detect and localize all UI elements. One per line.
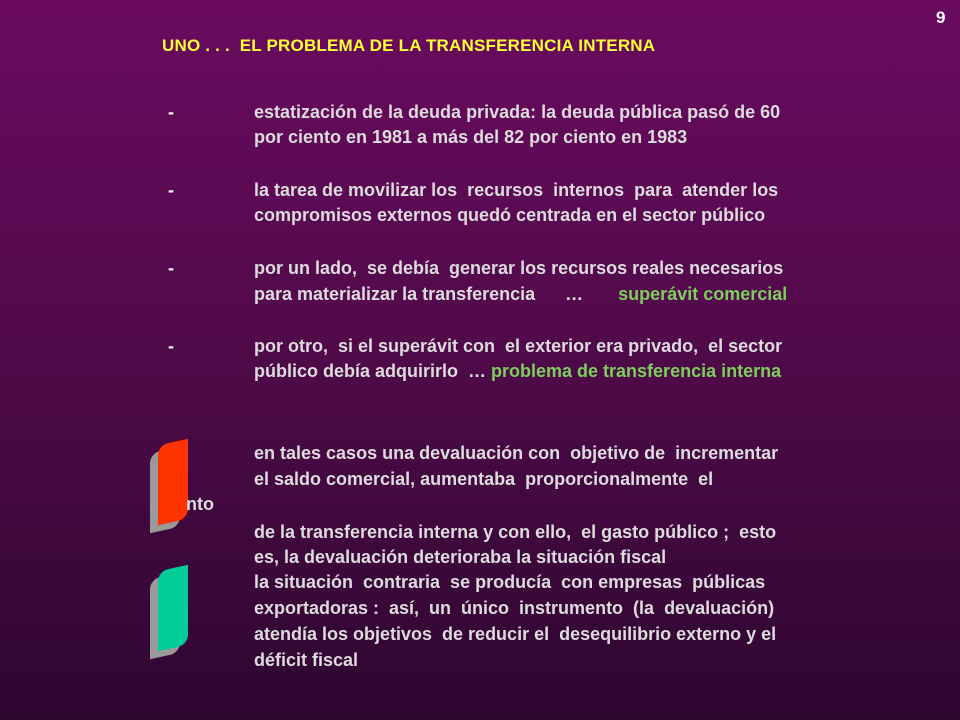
bullet-dash: - xyxy=(168,258,174,278)
bullet-3-line-1: por un lado, se debía generar los recursos reales necesarios xyxy=(254,258,784,278)
transferencia-interna-highlight: problema de transferencia interna xyxy=(491,361,782,381)
bullet-1-line-1: estatización de la deuda privada: la deuda pública pasó de 60 xyxy=(254,102,781,122)
green-block-line-1: la situación contraria se producía con empresas públicas xyxy=(254,572,766,592)
red-marker-icon xyxy=(158,439,188,525)
bullet-1-line-2: por ciento en 1981 a más del 82 por ciento en 1983 xyxy=(254,127,688,147)
bullet-4-line-2 xyxy=(254,359,781,383)
bullet-4-line-1: por otro, si el superávit con el exterior era privado, el sector xyxy=(254,336,783,356)
slide-title: UNO . . . EL PROBLEMA DE LA TRANSFERENCIA INTERNA xyxy=(162,36,656,55)
bullet-2-line-1: la tarea de movilizar los recursos internos para atender los xyxy=(254,180,779,200)
bullet-dash: - xyxy=(168,102,174,122)
green-block-line-2: exportadoras : así, un único instrumento (la devaluación) xyxy=(254,598,775,618)
red-block-line-3: de la transferencia interna y con ello, el gasto público ; esto xyxy=(254,522,777,542)
green-block-line-4: déficit fiscal xyxy=(254,650,359,670)
red-block-line-1: en tales casos una devaluación con objetivo de incrementar xyxy=(254,443,779,463)
bullet-dash: - xyxy=(168,336,174,356)
green-block-line-3: atendía los objetivos de reducir el desequilibrio externo y el xyxy=(254,624,777,644)
red-block-fragment: nto xyxy=(186,494,214,514)
green-marker-icon xyxy=(158,565,188,651)
page-number: 9 xyxy=(936,8,946,27)
bullet-dash: - xyxy=(168,180,174,200)
red-block-line-2: el saldo comercial, aumentaba proporcionalmente el xyxy=(254,469,714,489)
superavit-comercial-highlight: superávit comercial xyxy=(618,284,788,304)
red-block-line-4: es, la devaluación deterioraba la situación fiscal xyxy=(254,547,667,567)
bullet-3-line-2-text: para materializar la transferencia … xyxy=(254,284,584,304)
bullet-2-line-2: compromisos externos quedó centrada en el sector público xyxy=(254,205,766,225)
bullet-4-line-2-text: público debía adquirirlo … xyxy=(254,361,492,381)
bullet-3-line-2 xyxy=(254,282,787,306)
